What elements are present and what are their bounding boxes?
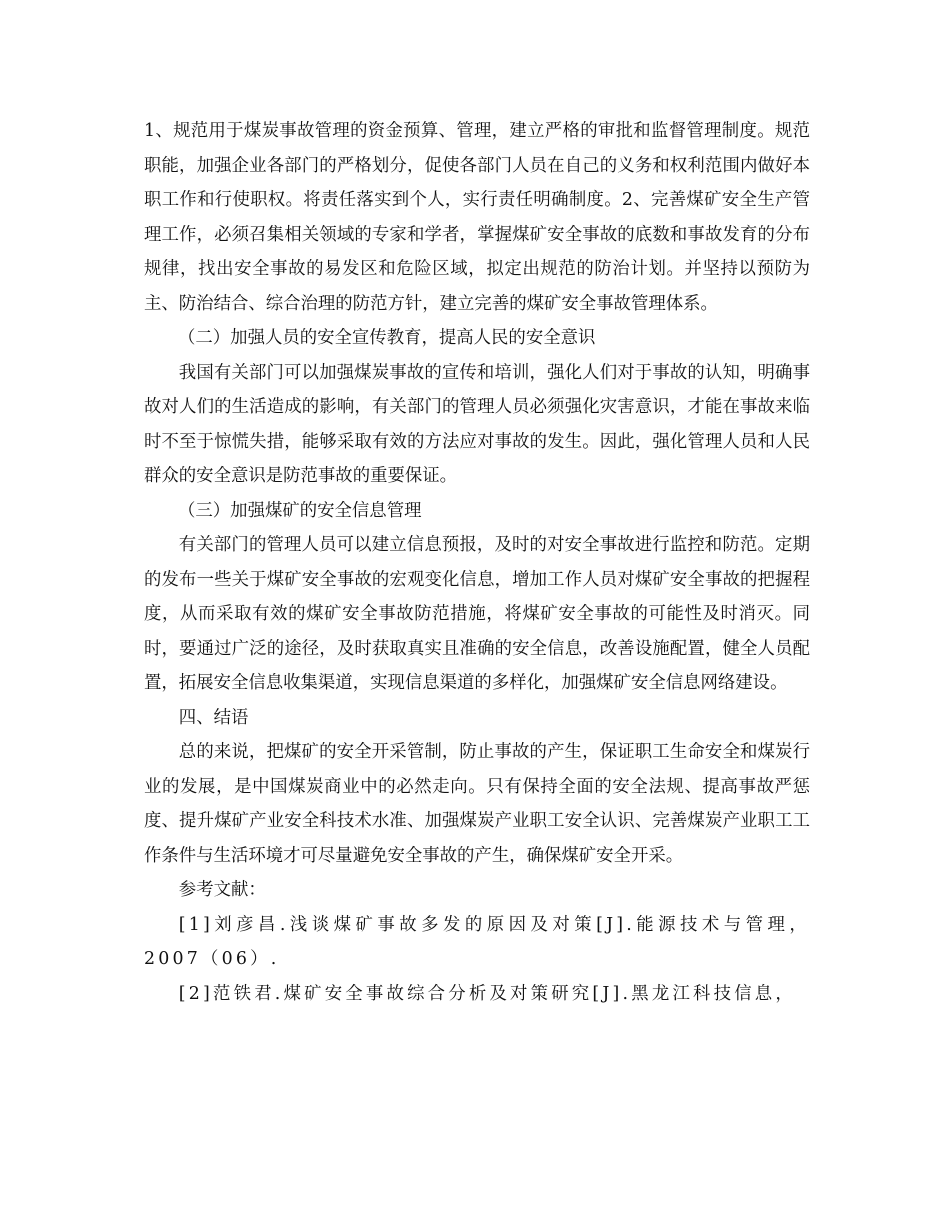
- paragraph-safety-education: 我国有关部门可以加强煤炭事故的宣传和培训，强化人们对于事故的认知，明确事故对人们的生活造成的影响，有关部门的管理人员必须强化灾害意识，才能在事故来临时不至于惊慌失措，能够采取有效的方法应对事故的发生。因此，强化管理人员和人民群众的安全意识是防范事故的重要保证。: [144, 362, 810, 486]
- references-heading: 参考文献：: [178, 880, 266, 900]
- section-heading-conclusion: 四、结语: [178, 707, 249, 728]
- paragraph-funding-and-management: 1、规范用于煤炭事故管理的资金预算、管理，建立严格的审批和监督管理制度。规范职能，加强企业各部门的严格划分，促使各部门人员在自己的义务和权利范围内做好本职工作和行使职权。将责任落实到个人，实行责任明确制度。2、完善煤矿安全生产管理工作，必须召集相关领域的专家和学者，掌握煤矿安全事故的底数和事故发育的分布规律，找出安全事故的易发区和危险区域，拟定出规范的防治计划。并坚持以预防为主、防治结合、综合治理的防范方针，建立完善的煤矿安全事故管理体系。: [144, 121, 810, 314]
- reference-item-2: [2]范铁君.煤矿安全事故综合分析及对策研究[J].黑龙江科技信息，: [178, 983, 796, 1004]
- section-heading-safety-education: （二）加强人员的安全宣传教育，提高人民的安全意识: [178, 328, 596, 348]
- paragraph-conclusion: 总的来说，把煤矿的安全开采管制，防止事故的产生，保证职工生命安全和煤炭行业的发展，是中国煤炭商业中的必然走向。只有保持全面的安全法规、提高事故严惩度、提升煤矿产业安全科技术水准、加强煤炭产业职工安全认识、完善煤炭产业职工工作条件与生活环境才可尽量避免安全事故的产生，确保煤矿安全开采。: [144, 742, 810, 866]
- paragraph-information-management: 有关部门的管理人员可以建立信息预报，及时的对安全事故进行监控和防范。定期的发布一些关于煤矿安全事故的宏观变化信息，增加工作人员对煤矿安全事故的把握程度，从而采取有效的煤矿安全事故防范措施，将煤矿安全事故的可能性及时消灭。同时，要通过广泛的途径，及时获取真实且准确的安全信息，改善设施配置，健全人员配置，拓展安全信息收集渠道，实现信息渠道的多样化，加强煤矿安全信息网络建设。: [144, 535, 810, 693]
- section-heading-information-management: （三）加强煤矿的安全信息管理: [178, 500, 422, 521]
- document-body: [144, 114, 810, 1011]
- reference-item-1: [1]刘彦昌.浅谈煤矿事故多发的原因及对策[J].能源技术与管理，2007（06）.: [144, 914, 810, 969]
